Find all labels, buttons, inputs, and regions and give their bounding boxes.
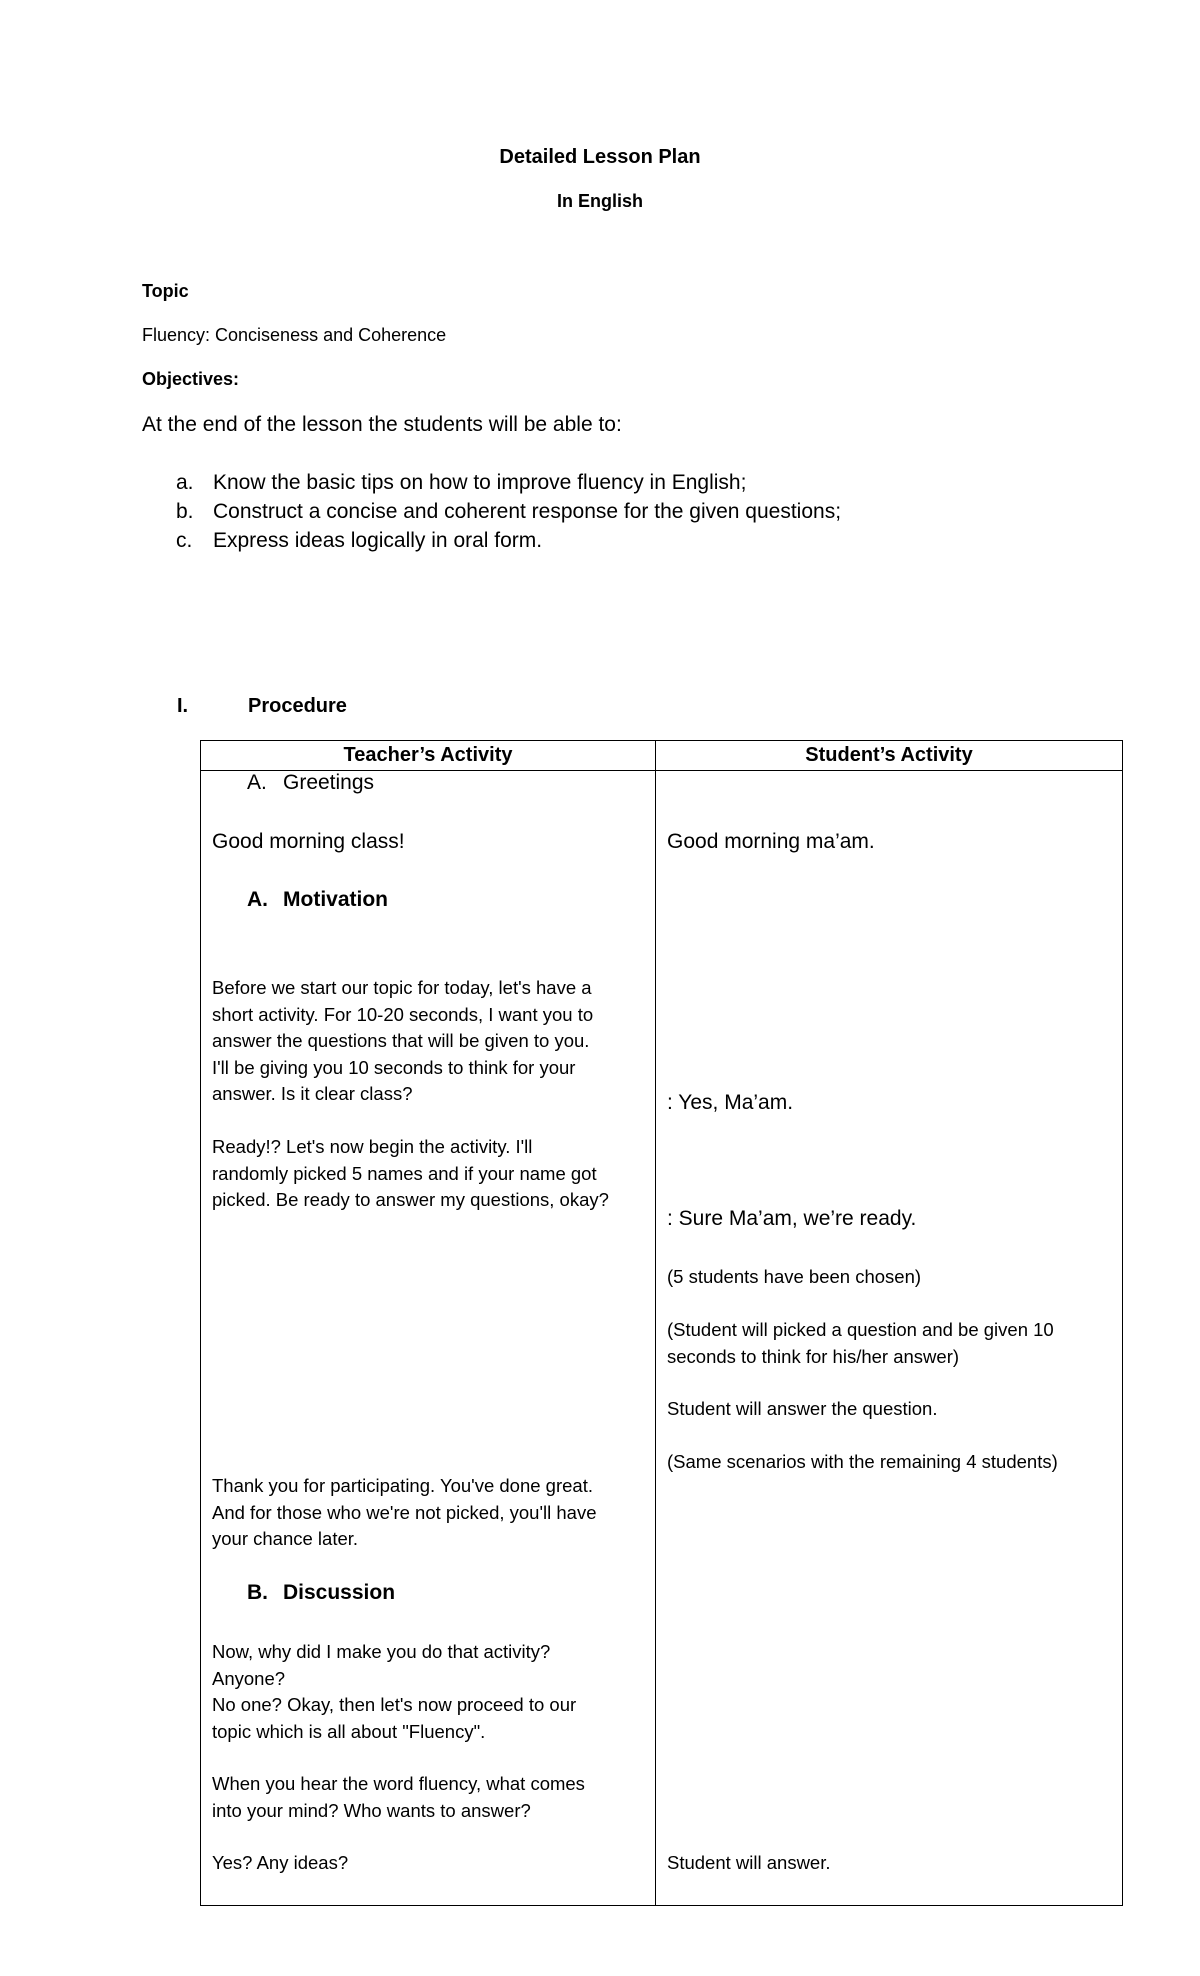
discussion-line: topic which is all about "Fluency". <box>212 1720 486 1742</box>
student-pick-line: seconds to think for his/her answer) <box>667 1345 960 1367</box>
objective-text: Construct a concise and coherent response for the given questions; <box>213 500 842 523</box>
thanks-line: And for those who we're not picked, you'll have <box>212 1501 597 1523</box>
ideas-line: Yes? Any ideas? <box>212 1852 349 1873</box>
motivation-line: answer. Is it clear class? <box>212 1083 413 1104</box>
ready-line: randomly picked 5 names and if your name got <box>212 1162 597 1184</box>
discussion-line: Now, why did I make you do that activity? <box>212 1641 551 1662</box>
topic-value: Fluency: Conciseness and Coherence <box>142 325 447 345</box>
objective-text: Express ideas logically in oral form. <box>213 529 543 552</box>
page-subtitle: In English <box>556 191 643 211</box>
discussion-line: Anyone? <box>212 1667 286 1689</box>
discussion-heading: B. Discussion <box>247 1581 396 1604</box>
student-will-answer: Student will answer. <box>667 1852 831 1873</box>
objectives-label: Objectives: <box>142 369 240 389</box>
thanks-line: Thank you for participating. You've done great. <box>212 1475 593 1496</box>
student-column-header: Student’s Activity <box>656 741 1123 771</box>
objectives-intro: At the end of the lesson the students will be able to: <box>142 413 622 436</box>
student-yes: : Yes, Ma’am. <box>667 1091 794 1114</box>
greetings-heading: A. Greetings <box>247 771 375 794</box>
student-answer-question: Student will answer the question. <box>667 1398 938 1419</box>
list-marker: a. <box>176 471 194 494</box>
teacher-column-header: Teacher’s Activity <box>201 741 656 771</box>
ready-line: picked. Be ready to answer my questions, okay? <box>212 1189 609 1210</box>
student-cell <box>656 771 1123 1906</box>
list-marker: b. <box>176 500 194 523</box>
motivation-line: answer the questions that will be given to you. <box>212 1030 590 1051</box>
student-chosen: (5 students have been chosen) <box>667 1266 922 1287</box>
thanks-line: your chance later. <box>212 1528 359 1549</box>
list-marker: c. <box>176 529 193 552</box>
fluency-line: into your mind? Who wants to answer? <box>212 1799 531 1821</box>
table-row <box>201 771 1123 1906</box>
student-ready: : Sure Ma’am, we’re ready. <box>667 1207 917 1230</box>
table-header-row <box>201 741 1123 771</box>
procedure-heading: Procedure <box>248 695 347 717</box>
motivation-heading: A. Motivation <box>247 888 388 911</box>
page-title: Detailed Lesson Plan <box>499 146 701 168</box>
motivation-line: I'll be giving you 10 seconds to think for your <box>212 1056 576 1078</box>
procedure-table <box>200 740 1123 1906</box>
fluency-line: When you hear the word fluency, what comes <box>212 1773 585 1794</box>
procedure-numeral: I. <box>177 695 189 717</box>
discussion-line: No one? Okay, then let's now proceed to our <box>212 1694 577 1715</box>
objective-text: Know the basic tips on how to improve fluency in English; <box>213 471 747 494</box>
student-same: (Same scenarios with the remaining 4 students) <box>667 1451 1058 1472</box>
student-pick-line: (Student will picked a question and be given 10 <box>667 1319 1054 1340</box>
motivation-line: short activity. For 10-20 seconds, I want you to <box>212 1003 594 1025</box>
topic-label: Topic <box>142 281 189 301</box>
teacher-greeting: Good morning class! <box>212 830 405 853</box>
motivation-line: Before we start our topic for today, let's have a <box>212 977 592 998</box>
teacher-cell <box>201 771 656 1906</box>
ready-line: Ready!? Let's now begin the activity. I'll <box>212 1136 533 1157</box>
student-greeting: Good morning ma’am. <box>667 830 875 853</box>
